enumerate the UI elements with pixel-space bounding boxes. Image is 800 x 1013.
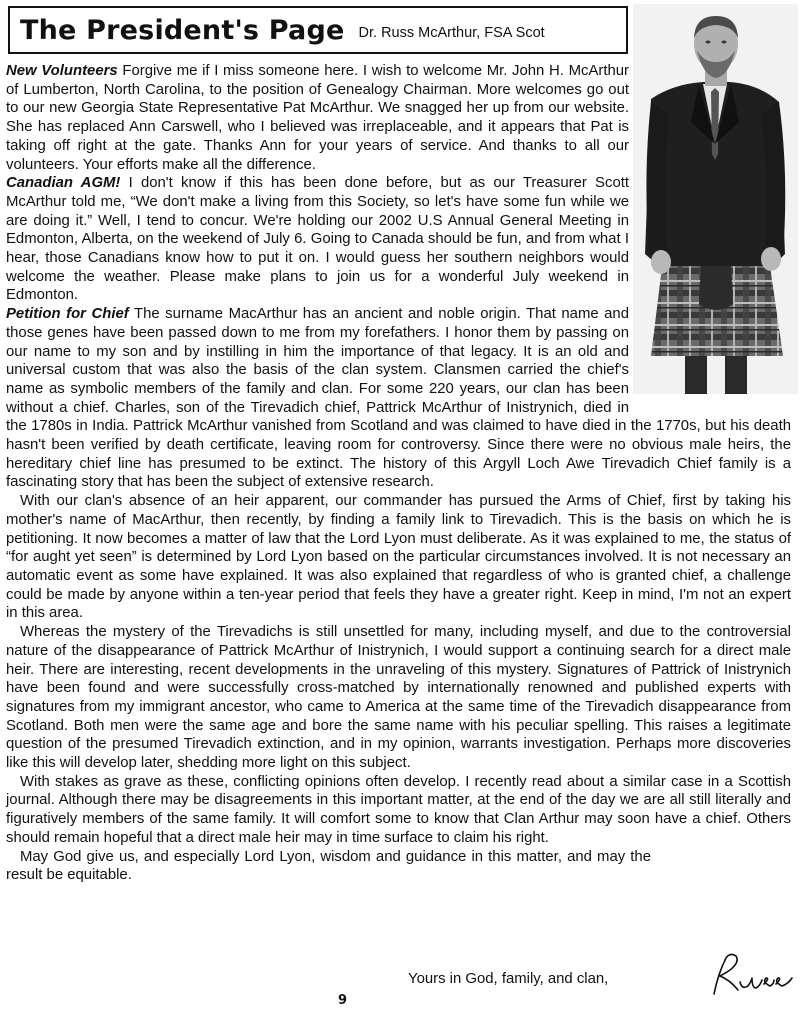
page-title: The President's Page (20, 14, 345, 46)
lead-volunteers: New Volunteers (6, 63, 118, 79)
text-agm: I don't know if this has been done before, but as our Treasurer Scott McArthur told me, “We don't make a living from this Society, so let's have some fun while we are doing it.” Well, I tend to concur. We're holding our 2002 U.S Annual General Meeting in Edmonton, Alberta, on the weekend of July 6. Going to Canada should be fun, and from what I hear, those Canadians know how to put it on. I would guess her southern neighbors would welcome the weather. Please make plans to join us for a wonderful July weekend in Edmonton. (6, 175, 629, 304)
photo-spacer (629, 62, 791, 400)
article-body (6, 62, 791, 885)
lead-agm: Canadian AGM! (6, 175, 121, 192)
page-title-box (8, 6, 628, 54)
paragraph-stakes: With stakes as grave as these, conflicting opinions often develop. I recently read about a similar case in a Scottish journal. Although there may be disagreements in this important matter, at the end of the day we are all still literally and figuratively members of the same family. It will comfort some to know that Clan Arthur may soon have a chief. Others should remain hopeful that a direct male heir may in time surface to claim his right. (6, 773, 791, 846)
text-volunteers: Forgive me if I miss someone here. I wish to welcome Mr. John H. McArthur of Lumberton, North Carolina, to the position of Genealogy Chairman. More welcomes go out to our new Georgia State Representative Pat McArthur. We snagged her up from our website. She has replaced Ann Carswell, who I believed was irreplaceable, and it appears that Pat is taking off right at the gate. Thanks Ann for your years of service. And thanks to all our volunteers. Your efforts make all the difference. (6, 63, 629, 173)
paragraph-arms: With our clan's absence of an heir apparent, our commander has pursued the Arms of Chief, first by taking his mother's name of MacArthur, then recently, by finding a family link to Tirevadich. This is the basis on which he is petitioning. It now becomes a matter of law that the Lord Lyon must deliberate. As it was explained to me, the status of “for aught yet seen” is determined by Lord Lyon based on the particular circumstances involved. It is not necessary an automatic event as some have explained. It was also explained that regardless of who is granted chief, a challenge could be made by anyone within a ten-year period that feels they have a greater right. Keep in mind, I'm not an expert in this area. (6, 493, 791, 622)
paragraph-blessing: May God give us, and especially Lord Lyon, wisdom and guidance in this matter, and may the result be equitable. (6, 848, 651, 884)
signature-image (700, 950, 796, 1000)
paragraph-mystery: Whereas the mystery of the Tirevadichs is still unsettled for many, including myself, and due to the controversial nature of the disappearance of Pattrick McArthur of Inistrynich, I would support a continuing search for a direct male heir. There are interesting, recent developments in the unraveling of this mystery. Signatures of Pattrick of Inistrynich have been found and were successfully cross-matched by internationally renowned and published experts with signatures from my immigrant ancestor, who came to America at the same time of the Tirevadich disappearance from Scotland. Both men were the same age and bore the same name with his peculiar spelling. This raises a legitimate question of the presumed Tirevadich extinction, and in my opinion, warrants investigation. Perhaps more discoveries like this will develop later, shedding more light on this subject. (6, 624, 791, 772)
page-number: 9 (338, 993, 348, 1008)
author-byline: Dr. Russ McArthur, FSA Scot (358, 25, 545, 41)
lead-petition: Petition for Chief (6, 306, 129, 323)
signoff: Yours in God, family, and clan, (408, 971, 609, 987)
text-petition: The surname MacArthur has an ancient and noble origin. That name and those genes have been passed down to me from my forefathers. I honor them by passing on our name to my son and by instilling in him the importance of that legacy. It is an old and universal custom that was also the basis of the clan system. Clansmen carried the chief's name as symbolic members of the family and clan. For some 220 years, our clan has been without a chief. Charles, son of the Tirevadich chief, Pattrick McArthur of Inistrynich, died in the 1780s in India. Pattrick McArthur vanished from Scotland and was claimed to have died in the 1770s, but his death hasn't been verified by death certificate, leaving room for controversy. Since there were no obvious male heirs, the hereditary chief line has presumed to be extinct. The history of this Argyll Loch Awe Tirevadich Chief family is a fascinating story that has been the subject of extensive research. (6, 306, 791, 491)
